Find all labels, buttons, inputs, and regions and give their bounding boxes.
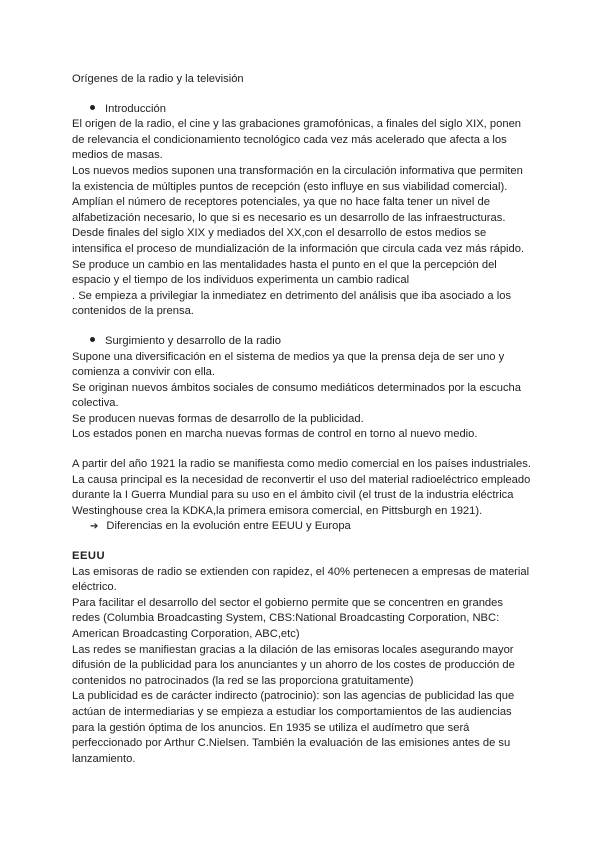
- arrow-item-label: Diferencias en la evolución entre EEUU y Europa: [106, 520, 351, 533]
- paragraph: Las emisoras de radio se extienden con rapidez, el 40% pertenecen a empresas de material eléctrico.: [72, 565, 530, 594]
- paragraph: Se produce un cambio en las mentalidades hasta el punto en el que la percepción del espacio y el tiempo de los individuos experimenta un cambio radical: [72, 258, 497, 287]
- paragraph: Supone una diversificación en el sistema de medios ya que la prensa deja de ser uno y comienza a convivir con ella.: [72, 350, 505, 379]
- bullet-dot-icon: [90, 105, 95, 110]
- paragraph: Los estados ponen en marcha nuevas formas de control en torno al nuevo medio.: [72, 428, 478, 441]
- paragraph: Los nuevos medios suponen una transformación en la circulación informativa que permiten la existencia de múltiples puntos de recepción (esto influye en sus viabilidad comercial).: [72, 164, 523, 193]
- paragraph: La causa principal es la necesidad de reconvertir el uso del material radioeléctrico empleado durante la I Guerra Mundial para su uso en el ámbito civil (el trust de la industria eléctrica Westinghouse crea la KDKA,la primera emisora comercial, en Pittsburgh en 1921).: [72, 473, 531, 517]
- bullet-dot-icon: [90, 337, 95, 342]
- document-title: Orígenes de la radio y la televisión: [72, 73, 244, 85]
- bullet-label: Introducción: [105, 102, 166, 115]
- paragraph: Se producen nuevas formas de desarrollo de la publicidad.: [72, 412, 364, 425]
- paragraph: Las redes se manifiestan gracias a la dilación de las emisoras locales asegurando mayor difusión de la publicidad para los anunciantes y un ahorro de los costes de producción de contenidos no patrocinados (la red se las proporciona gratuitamente): [72, 643, 515, 687]
- section-heading-eeuu: EEUU: [72, 550, 106, 563]
- paragraph: Se originan nuevos ámbitos sociales de consumo mediáticos determinados por la escucha colectiva.: [72, 381, 521, 410]
- paragraph: . Se empieza a privilegiar la inmediatez en detrimento del análisis que iba asociado a los contenidos de la prensa.: [72, 289, 512, 318]
- document-page: [72, 72, 534, 767]
- paragraph: El origen de la radio, el cine y las grabaciones gramofónicas, a finales del siglo XIX, ponen de relevancia el condicionamiento tecnológico cada vez más acelerado que afecta a los medios de masas.: [72, 118, 522, 162]
- paragraph: Desde finales del siglo XIX y mediados del XX,con el desarrollo de estos medios se intensifica el proceso de mundialización de la información que circula cada vez más rápido.: [72, 227, 525, 255]
- bullet-surgimiento: [72, 334, 534, 350]
- paragraph: Para facilitar el desarrollo del sector el gobierno permite que se concentren en grandes redes (Columbia Broadcasting System, CBS:National Broadcasting Corporation, NBC: American Broadcasting Corporation, ABC,etc): [72, 596, 503, 640]
- paragraph: Amplían el número de receptores potenciales, ya que no hace falta tener un nivel de alfabetización necesario, lo que si es necesario es un desarrollo de las infraestructuras.: [72, 196, 506, 224]
- bullet-introduccion: [72, 102, 534, 118]
- bullet-label: Surgimiento y desarrollo de la radio: [105, 334, 281, 347]
- paragraph: A partir del año 1921 la radio se manifiesta como medio comercial en los países industriales.: [72, 458, 531, 471]
- paragraph: La publicidad es de carácter indirecto (patrocinio): son las agencias de publicidad las que actúan de intermediarias y se empieza a estudiar los comportamientos de las audiencias para la gestión óptima de los anuncios. En 1935 se utiliza el audímetro que será perfeccionado por Arthur C.Nielsen. También la evaluación de las emisiones antes de su lanzamiento.: [72, 690, 515, 765]
- arrow-right-icon: ➔: [90, 521, 99, 533]
- arrow-item-diferencias: [72, 519, 534, 535]
